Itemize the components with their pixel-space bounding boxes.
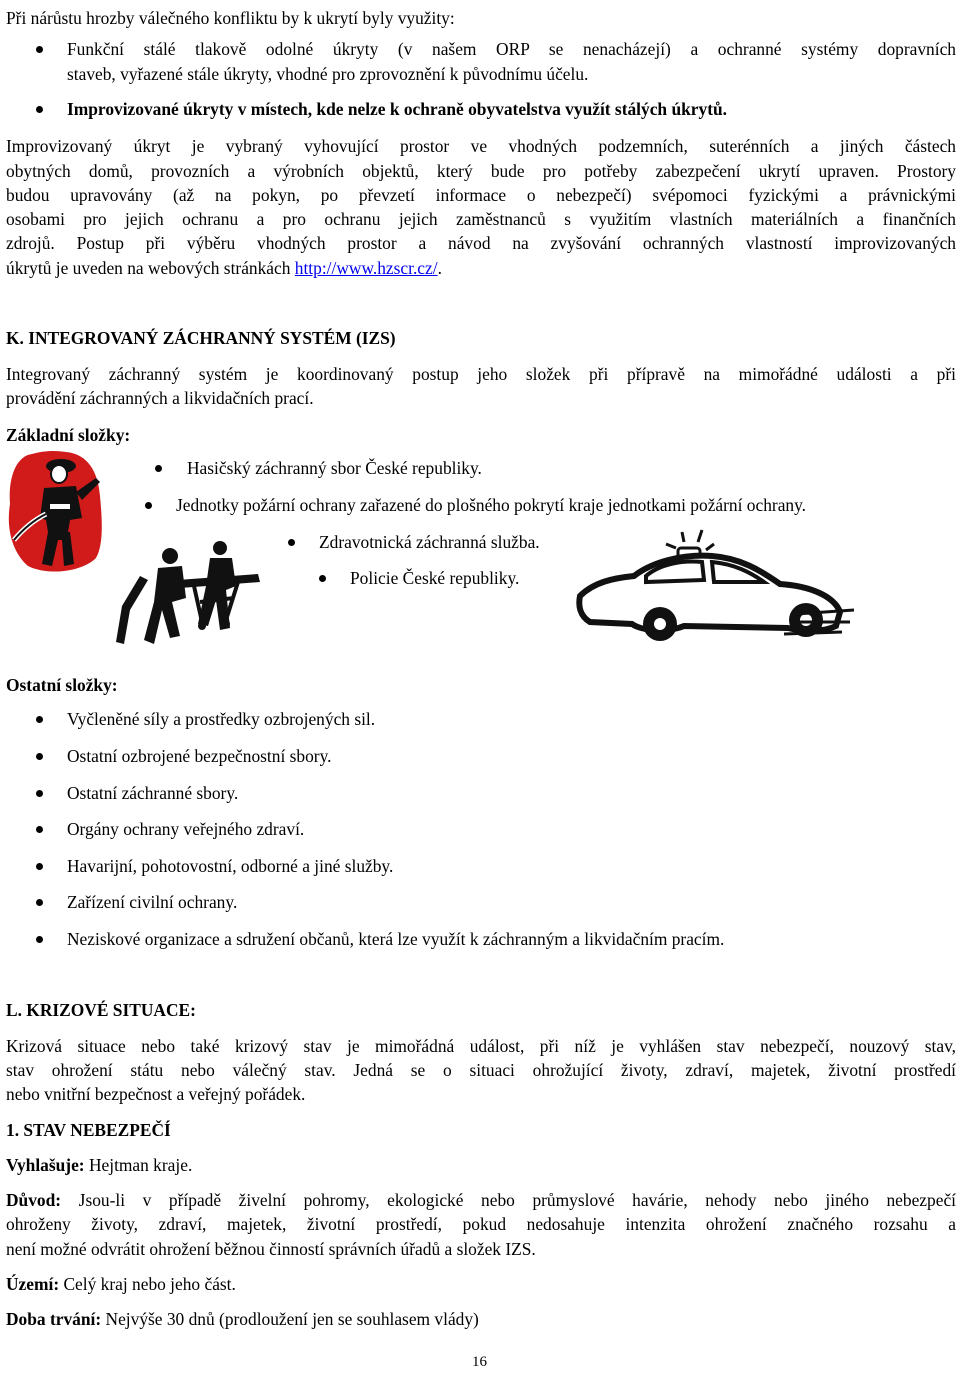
bullet-dot [36, 899, 43, 906]
other-components-label: Ostatní složky: [6, 675, 118, 695]
declares-line [6, 1153, 192, 1178]
bullet-dot [145, 502, 152, 509]
crisis-line1: Krizová situace nebo také krizový stav je mimořádná událost, při níž je vyhlášen stav nebezpečí, nouzový stav, [6, 1036, 956, 1056]
police-car-clipart-icon [574, 526, 858, 648]
hzscr-link[interactable]: http://www.hzscr.cz/ [294, 258, 438, 278]
bullet-dot [36, 863, 43, 870]
intro-paragraph-line6-end: . [437, 258, 442, 278]
bullet-dot [288, 539, 295, 546]
intro-paragraph-line2: obytných domů, provozních a výrobních objektů, který bude pro potřeby zabezpečení ukrytí upraven. Prostory [6, 161, 956, 181]
intro-paragraph-line6 [6, 256, 442, 281]
territory-value: Celý kraj nebo jeho část. [59, 1274, 236, 1294]
duration-value: Nejvýše 30 dnů (prodloužení jen se souhlasem vlády) [101, 1309, 479, 1329]
bullet-dot [155, 465, 162, 472]
declares-label: Vyhlašuje: [6, 1155, 85, 1175]
firefighter-clipart-icon [4, 448, 104, 576]
other-item-5: Havarijní, pohotovostní, odborné a jiné služby. [67, 856, 394, 876]
izs-line1: Integrovaný záchranný systém je koordinovaný postup jeho složek při přípravě na mimořádné události a při [6, 364, 956, 384]
crisis-line2: stav ohrožení státu nebo válečný stav. Jedná se o situaci ohrožující životy, zdraví, majetek, životní prostředí [6, 1060, 956, 1080]
intro-heading: Při nárůstu hrozby válečného konfliktu by k ukrytí byly využity: [6, 8, 455, 28]
intro-paragraph-line3: budou upravovány (až na pokyn, po převzetí informace o nebezpečí) svépomoci fyzickými a právnickými [6, 185, 956, 205]
territory-label: Území: [6, 1274, 60, 1294]
page-number: 16 [472, 1354, 487, 1370]
other-item-4: Orgány ochrany veřejného zdraví. [67, 819, 305, 839]
state-of-danger-heading: 1. STAV NEBEZPEČÍ [6, 1120, 171, 1140]
intro-paragraph-line1: Improvizovaný úkryt je vybraný vyhovující prostor ve vhodných podzemních, suterénních a jiných částech [6, 136, 956, 156]
bullet-dot [36, 790, 43, 797]
intro-bullet-1-line2: staveb, vyřazené stále úkryty, vhodné pro zprovoznění k původnímu účelu. [67, 64, 589, 84]
other-item-7: Neziskové organizace a sdružení občanů, která lze využít k záchranným a likvidačním pracím. [67, 929, 725, 949]
intro-paragraph-line6-text: úkrytů je uveden na webových stránkách [6, 258, 295, 278]
intro-paragraph-line4: osobami pro jejich ochranu a pro ochranu jejich zaměstnanců s využitím vlastních materiálních a finančních [6, 209, 956, 229]
izs-line2: provádění záchranných a likvidačních prací. [6, 388, 314, 408]
intro-bullet-2: Improvizované úkryty v místech, kde nelze k ochraně obyvatelstva využít stálých úkrytů. [67, 99, 728, 119]
other-item-6: Zařízení civilní ochrany. [67, 892, 238, 912]
paramedics-stretcher-clipart-icon [108, 540, 268, 652]
bullet-dot [36, 826, 43, 833]
bullet-dot [36, 936, 43, 943]
declares-value: Hejtman kraje. [84, 1155, 193, 1175]
bullet-dot [36, 46, 43, 53]
reason-line2: ohroženy životy, zdraví, majetek, životní prostředí, pokud nedosahuje intenzita ohrožení značného rozsahu a [6, 1214, 956, 1234]
bullet-dot [36, 716, 43, 723]
basic-item-4: Policie České republiky. [350, 568, 520, 588]
reason-line1 [6, 1188, 956, 1213]
reason-label: Důvod: [6, 1190, 62, 1210]
intro-bullet-1-line1: Funkční stálé tlakově odolné úkryty (v našem ORP se nenacházejí) a ochranné systémy dopravních [67, 39, 956, 59]
basic-item-2: Jednotky požární ochrany zařazené do plošného pokrytí kraje jednotkami požární ochrany. [176, 495, 807, 515]
duration-line [6, 1307, 479, 1332]
reason-text: Jsou-li v případě živelní pohromy, ekologické nebo průmyslové havárie, nehody nebo jiného nebezpečí [61, 1190, 956, 1210]
basic-item-1: Hasičský záchranný sbor České republiky. [187, 458, 482, 478]
crisis-line3: nebo vnitřní bezpečnost a veřejný pořádek. [6, 1084, 306, 1104]
other-item-1: Vyčleněné síly a prostředky ozbrojených sil. [67, 709, 376, 729]
bullet-dot [36, 106, 43, 113]
territory-line [6, 1272, 236, 1297]
reason-line3: není možné odvrátit ohrožení běžnou činností správních úřadů a složek IZS. [6, 1239, 536, 1259]
bullet-dot [36, 753, 43, 760]
crisis-heading: L. KRIZOVÉ SITUACE: [6, 1000, 196, 1020]
duration-label: Doba trvání: [6, 1309, 102, 1329]
other-item-2: Ostatní ozbrojené bezpečnostní sbory. [67, 746, 332, 766]
intro-paragraph-line5: zdrojů. Postup při výběru vhodných prostor a návod na zvyšování ochranných vlastností improvizovaných [6, 233, 956, 253]
bullet-dot [319, 575, 326, 582]
basic-components-label: Základní složky: [6, 425, 131, 445]
basic-item-3: Zdravotnická záchranná služba. [319, 532, 540, 552]
izs-heading: K. INTEGROVANÝ ZÁCHRANNÝ SYSTÉM (IZS) [6, 328, 396, 348]
other-item-3: Ostatní záchranné sbory. [67, 783, 239, 803]
